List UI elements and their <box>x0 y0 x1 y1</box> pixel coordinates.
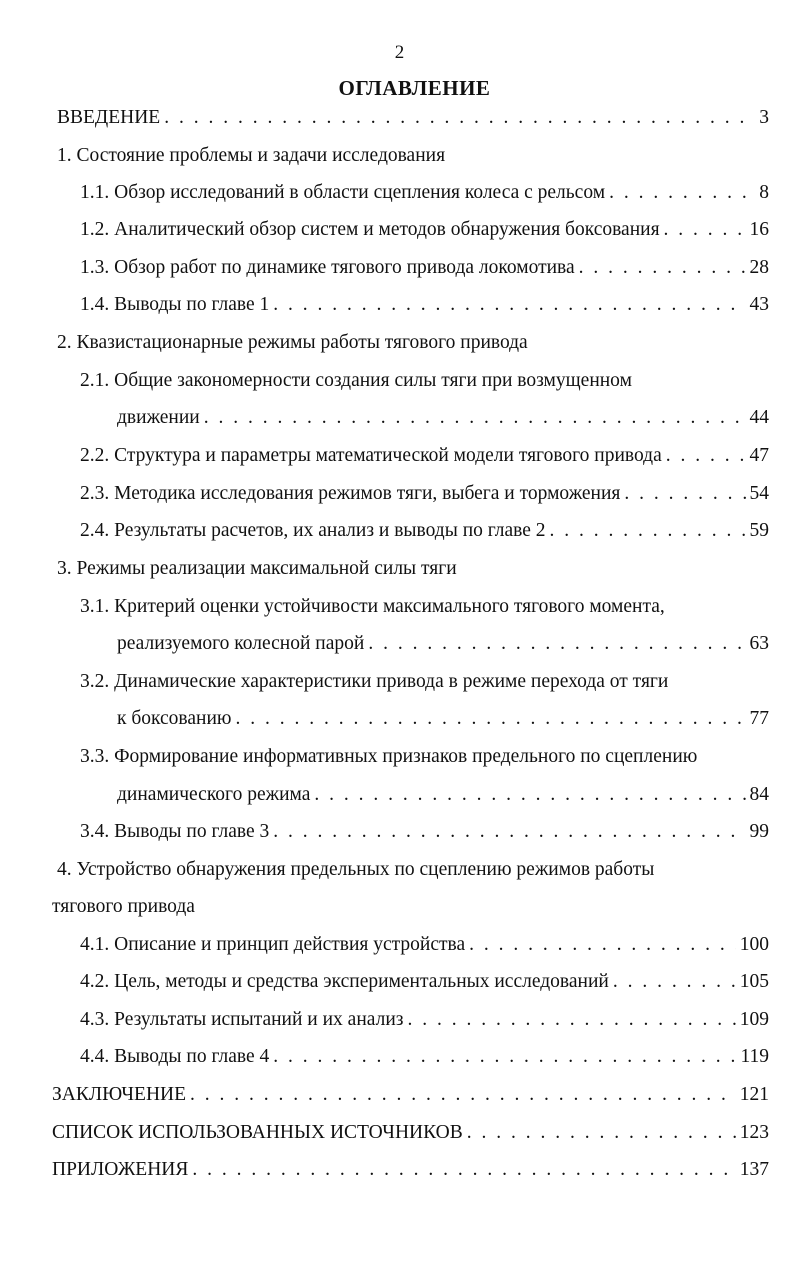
toc-entry-2-2[interactable] <box>80 442 769 470</box>
toc-entry-page: 16 <box>749 219 769 240</box>
toc-entry-text: 3.1. Критерий оценки устойчивости максимального тягового момента, <box>80 596 665 617</box>
toc-entry-page: 119 <box>740 1046 769 1067</box>
dot-leader <box>190 1081 736 1109</box>
toc-entry-3-4[interactable] <box>80 818 769 846</box>
toc-entry-text: 1.4. Выводы по главе 1 <box>80 294 270 315</box>
toc-entry-2-1[interactable] <box>80 367 632 395</box>
toc-entry-4-4[interactable] <box>80 1043 769 1071</box>
toc-entry-page: 84 <box>749 784 769 805</box>
toc-entry-page: 99 <box>749 821 769 842</box>
toc-entry-page: 100 <box>739 934 769 955</box>
toc-entry-text: ВВЕДЕНИЕ <box>57 107 161 128</box>
toc-entry-4-2[interactable] <box>80 968 769 996</box>
toc-entry-2-4[interactable] <box>80 517 769 545</box>
dot-leader <box>467 1119 736 1147</box>
dot-leader <box>666 442 746 470</box>
toc-entry-page: 105 <box>739 971 769 992</box>
dot-leader <box>579 254 746 282</box>
toc-entry-page: 47 <box>749 445 769 466</box>
toc-chapter-4-cont[interactable] <box>52 893 195 921</box>
dot-leader <box>609 179 755 207</box>
dot-leader <box>407 1006 735 1034</box>
toc-entry-text: к боксованию <box>117 708 232 729</box>
toc-entry-1-1[interactable] <box>80 179 769 207</box>
toc-entry-page: 8 <box>759 182 769 203</box>
toc-entry-3-1[interactable] <box>80 593 665 621</box>
toc-entry-page: 43 <box>749 294 769 315</box>
toc-entry-text: 1.3. Обзор работ по динамике тягового привода локомотива <box>80 257 575 278</box>
toc-entry-3-2-cont[interactable] <box>117 705 769 733</box>
toc-entry-1-2[interactable] <box>80 216 769 244</box>
page-title: ОГЛАВЛЕНИЕ <box>338 76 491 100</box>
toc-entry-text: ЗАКЛЮЧЕНИЕ <box>52 1084 187 1105</box>
toc-entry-1-3[interactable] <box>80 254 769 282</box>
toc-entry-page: 28 <box>749 257 769 278</box>
dot-leader <box>613 968 736 996</box>
toc-entry-4-1[interactable] <box>80 931 769 959</box>
dot-leader <box>368 630 745 658</box>
toc-entry-page: 137 <box>739 1159 769 1180</box>
toc-entry-text: 3. Режимы реализации максимальной силы тяги <box>57 558 457 579</box>
toc-entry-page: 121 <box>739 1084 769 1105</box>
toc-entry-text: СПИСОК ИСПОЛЬЗОВАННЫХ ИСТОЧНИКОВ <box>52 1122 463 1143</box>
dot-leader <box>273 818 745 846</box>
toc-entry-text: 2.2. Структура и параметры математической модели тягового привода <box>80 445 662 466</box>
dot-leader <box>664 216 746 244</box>
dot-leader <box>624 480 745 508</box>
toc-chapter-1[interactable] <box>57 142 445 170</box>
toc-entry-page: 59 <box>749 520 769 541</box>
toc-entry-text: 2. Квазистационарные режимы работы тягового привода <box>57 332 528 353</box>
toc-entry-text: 4.1. Описание и принцип действия устройства <box>80 934 466 955</box>
toc-entry-page: 3 <box>759 107 769 128</box>
toc-entry-text: 3.4. Выводы по главе 3 <box>80 821 270 842</box>
toc-entry-page: 109 <box>739 1009 769 1030</box>
toc-entry-text: 2.1. Общие закономерности создания силы тяги при возмущенном <box>80 370 632 391</box>
toc-entry-2-3[interactable] <box>80 480 769 508</box>
page-number: 2 <box>394 42 405 63</box>
dot-leader <box>273 1043 736 1071</box>
toc-entry-text: ПРИЛОЖЕНИЯ <box>52 1159 189 1180</box>
toc-entry-3-1-cont[interactable] <box>117 630 769 658</box>
toc-entry-text: тягового привода <box>52 896 195 917</box>
toc-entry-3-3-cont[interactable] <box>117 781 769 809</box>
toc-entry-text: 1. Состояние проблемы и задачи исследования <box>57 145 446 166</box>
toc-chapter-2[interactable] <box>57 329 528 357</box>
toc-entry-text: 3.2. Динамические характеристики привода в режиме перехода от тяги <box>80 671 669 692</box>
toc-entry-page: 44 <box>749 407 769 428</box>
toc-entry-page: 63 <box>749 633 769 654</box>
toc-entry-intro[interactable] <box>57 104 769 132</box>
toc-entry-references[interactable] <box>52 1119 769 1147</box>
toc-entry-page: 77 <box>749 708 769 729</box>
toc-entry-3-3[interactable] <box>80 743 697 771</box>
dot-leader <box>273 291 745 319</box>
dot-leader <box>192 1156 735 1184</box>
toc-entry-text: 1.1. Обзор исследований в области сцепления колеса с рельсом <box>80 182 606 203</box>
toc-entry-text: 4.2. Цель, методы и средства экспериментальных исследований <box>80 971 609 992</box>
toc-entry-text: 4.3. Результаты испытаний и их анализ <box>80 1009 404 1030</box>
toc-entry-page: 123 <box>739 1122 769 1143</box>
dot-leader <box>164 104 755 132</box>
toc-entry-page: 54 <box>749 483 769 504</box>
toc-entry-1-4[interactable] <box>80 291 769 319</box>
toc-entry-text: реализуемого колесной парой <box>117 633 365 654</box>
toc-entry-2-1-cont[interactable] <box>117 404 769 432</box>
toc-entry-text: 1.2. Аналитический обзор систем и методов обнаружения боксования <box>80 219 660 240</box>
toc-chapter-4[interactable] <box>57 856 654 884</box>
dot-leader <box>314 781 745 809</box>
toc-entry-3-2[interactable] <box>80 668 668 696</box>
toc-entry-text: 3.3. Формирование информативных признаков предельного по сцеплению <box>80 746 698 767</box>
toc-entry-text: движении <box>117 407 200 428</box>
toc-entry-text: динамического режима <box>117 784 311 805</box>
dot-leader <box>235 705 745 733</box>
toc-entry-text: 2.3. Методика исследования режимов тяги, выбега и торможения <box>80 483 621 504</box>
toc-entry-conclusion[interactable] <box>52 1081 769 1109</box>
toc-entry-text: 2.4. Результаты расчетов, их анализ и выводы по главе 2 <box>80 520 546 541</box>
toc-chapter-3[interactable] <box>57 555 457 583</box>
dot-leader <box>469 931 736 959</box>
dot-leader <box>550 517 746 545</box>
dot-leader <box>204 404 746 432</box>
toc-entry-appendices[interactable] <box>52 1156 769 1184</box>
toc-entry-4-3[interactable] <box>80 1006 769 1034</box>
toc-entry-text: 4.4. Выводы по главе 4 <box>80 1046 270 1067</box>
toc-entry-text: 4. Устройство обнаружения предельных по сцеплению режимов работы <box>57 859 655 880</box>
